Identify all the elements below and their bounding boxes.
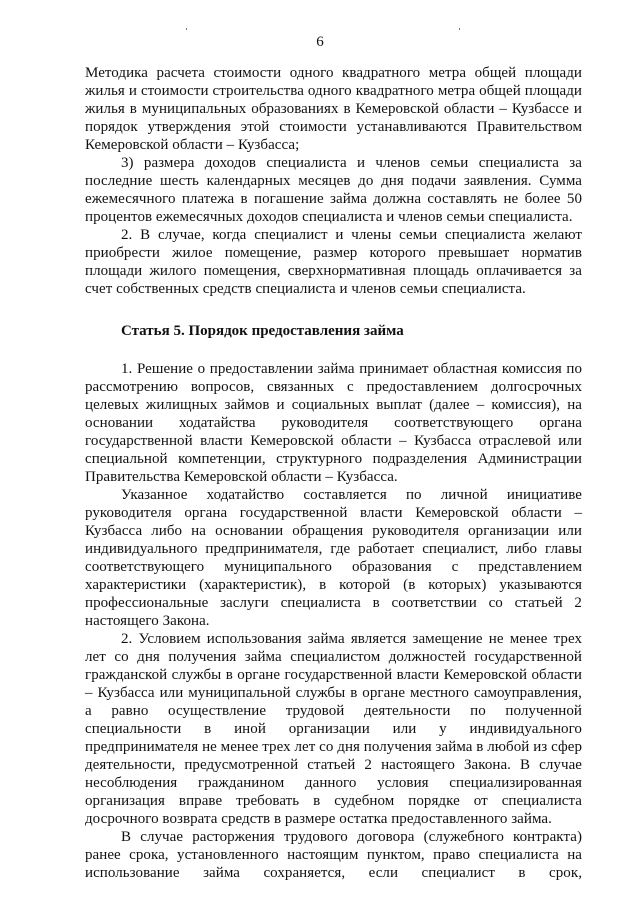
paragraph-income-criterion: 3) размера доходов специалиста и членов семьи специалиста за последние шесть календарных месяцев до дня подачи заявления. Сумма ежемесячного платежа в погашение займа должна составлять не более 50 процентов ежемесячных доходов специалиста и членов семьи специалиста. [85, 155, 582, 225]
paragraph-petition: Указанное ходатайство составляется по личной инициативе руководителя органа государственной власти Кемеровской области – Кузбасса либо на основании обращения руководителя организации или индивидуального предпринимателя, где работает специалист, либо главы соответствующего муниципального образования с представлением характеристики (характеристик), в которой (в которых) указываются профессиональные заслуги специалиста в соответствии со статьей 2 настоящего Закона. [85, 487, 582, 629]
scan-speck [459, 28, 460, 30]
section-heading-article-5: Статья 5. Порядок предоставления займа [121, 323, 404, 339]
paragraph-contract-termination: В случае расторжения трудового договора (служебного контракта) ранее срока, установленного настоящим пунктом, право специалиста на использование займа сохраняется, если специалист в срок, [85, 829, 582, 881]
body-text [85, 64, 582, 882]
paragraph-methodology: Методика расчета стоимости одного квадратного метра общей площади жилья и стоимости строительства одного квадратного метра общей площади жилья в муниципальных образованиях в Кемеровской области – Кузбассе и порядок утверждения этой стоимости устанавливаются Правительством Кемеровской области – Кузбасса; [85, 65, 582, 153]
paragraph-loan-decision: 1. Решение о предоставлении займа принимает областная комиссия по рассмотрению вопросов, связанных с предоставлением долгосрочных целевых жилищных займов и социальных выплат (далее – комиссия), на основании ходатайства руководителя соответствующего органа государственной власти Кемеровской области – Кузбасса отраслевой или специальной компетенции, структурного подразделения Администрации Правительства Кемеровской области – Кузбасса. [85, 361, 582, 485]
paragraph-excess-area: 2. В случае, когда специалист и члены семьи специалиста желают приобрести жилое помещение, размер которого превышает норматив площади жилого помещения, сверхнормативная площадь оплачивается за счет собственных средств специалиста и членов семьи специалиста. [85, 227, 582, 297]
paragraph-loan-condition: 2. Условием использования займа является замещение не менее трех лет со дня получения займа специалистом должностей государственной гражданской службы в органе государственной власти Кемеровской области – Кузбасса или муниципальной службы в органе местного самоуправления, а равно осуществление трудовой деятельности по полученной специальности в иной организации или у индивидуального предпринимателя не менее трех лет со дня получения займа в любой из сфер деятельности, предусмотренной статьей 2 настоящего Закона. В случае несоблюдения гражданином данного условия специализированная организация вправе требовать в судебном порядке от специалиста досрочного возврата средств в размере остатка предоставленного займа. [85, 631, 582, 827]
scan-speck [186, 28, 187, 30]
page-number: 6 [316, 34, 324, 50]
